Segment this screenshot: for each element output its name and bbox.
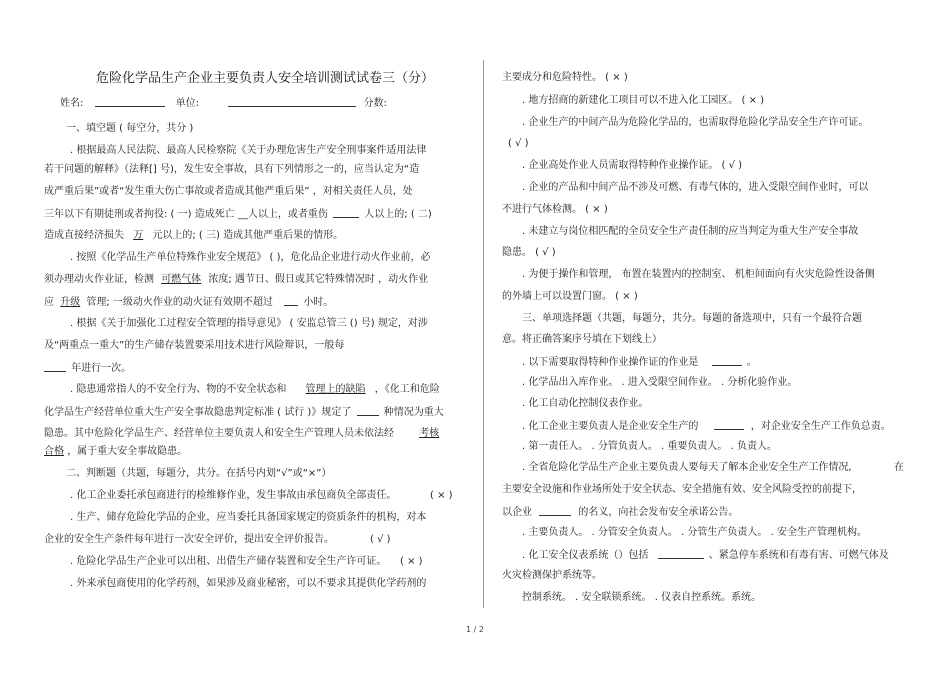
text-part: 隐患。其中危险化学品生产、经营单位主要负责人和安全生产管理人员未依法经 bbox=[44, 428, 394, 439]
question-text bbox=[70, 384, 440, 396]
question-options: . 主要负责人。 . 分管安全负责人。 . 分管生产负责人。 . 安全生产管理机构。 bbox=[522, 527, 867, 538]
answer-blank[interactable] bbox=[333, 208, 359, 218]
question-text: 主要成分和危险特性。 ( × ) bbox=[502, 72, 628, 83]
header-fields bbox=[60, 97, 387, 110]
question-text: . 生产、储存危险化学品的企业，应当委托具备国家规定的资质条件的机构，对本 bbox=[70, 512, 427, 523]
text-part: 三年以下有期徒刑或者拘役: ( 一) 造成死亡 __人以上，或者重伤 bbox=[44, 209, 328, 220]
question-text: 在 bbox=[894, 462, 904, 473]
question-options: . 化工自动化控制仪表作业。 bbox=[522, 398, 649, 409]
question-text: 成严重后果”或者“发生重大伤亡事故或者造成其他严重后果” ，对相关责任人员，处 bbox=[44, 186, 413, 197]
question-text: 主要安全设施和作业场所处于安全状态、安全措施有效、安全风险受控的前提下， bbox=[502, 484, 862, 495]
question-text: . 为便于操作和管理， 布置在装置内的控制室、 机柜间面向有火灾危险性设备侧 bbox=[522, 269, 875, 280]
question-text: . 企业生产的中间产品为危险化学品的，也需取得危险化学品安全生产许可证。 bbox=[522, 117, 869, 128]
question-text: . 外来承包商使用的化学药剂，如果涉及商业秘密，可以不要求其提供化学药剂的 bbox=[70, 578, 427, 589]
question-text bbox=[44, 230, 343, 242]
filled-answer: 升级 bbox=[60, 297, 81, 308]
answer-blank[interactable] bbox=[284, 296, 298, 306]
text-part: 须办理动火作业证，检测 bbox=[44, 274, 154, 285]
question-text: . 化工企业委托承包商进行的检维修作业，发生事故由承包商负全部责任。 bbox=[70, 490, 397, 501]
question-text: 隐患。 ( √ ) bbox=[502, 247, 556, 258]
question-text: 企业的安全生产条件每年进行一次安全评价，提出安全评价报告。 bbox=[44, 534, 334, 545]
filled-answer: 万 bbox=[133, 230, 144, 241]
text-part: . 隐患通常指人的不安全行为、物的不安全状态和 bbox=[70, 384, 287, 395]
answer-blank[interactable] bbox=[357, 406, 379, 416]
page-number: 1 / 2 bbox=[466, 625, 484, 634]
text-part: 。 bbox=[746, 357, 757, 368]
question-options: . 化学品出入库作业。 . 进入受限空间作业。 . 分析化验作业。 bbox=[522, 377, 798, 388]
filled-answer: 合格 bbox=[44, 446, 64, 457]
question-text: 的外墙上可以设置门窗。 ( × ) bbox=[502, 291, 638, 302]
text-part: 元以上的; ( 三) 造成其他严重后果的情形。 bbox=[152, 230, 344, 241]
question-text: 火灾检测保护系统等。 bbox=[502, 570, 602, 581]
question-text bbox=[44, 274, 428, 286]
question-options: 控制系统。 . 安全联锁系统。 . 仪表自控系统。系统。 bbox=[522, 592, 762, 603]
question-text bbox=[44, 208, 432, 221]
text-part: 化学品生产经营单位重大生产安全事故隐患判定标准 ( 试行 )》规定了 bbox=[44, 407, 352, 418]
section-choice-heading: 意。将正确答案序号填在下划线上） bbox=[502, 334, 662, 345]
name-field[interactable] bbox=[95, 97, 165, 107]
filled-answer: 可燃气体 bbox=[161, 274, 202, 285]
text-part: 人以上的; ( 二) bbox=[364, 209, 432, 220]
filled-answer: 管理上的缺陷 bbox=[305, 384, 366, 395]
section-true-false-heading: 二、判断题（共题，每题分，共分。在括号内划“√”或“×”） bbox=[66, 468, 332, 479]
answer-mark: ( √ ) bbox=[370, 534, 391, 545]
question-text bbox=[522, 356, 757, 369]
text-part: ，对企业安全生产工作负总责。 bbox=[750, 421, 891, 432]
answer-blank[interactable] bbox=[44, 362, 66, 372]
question-text bbox=[522, 420, 891, 433]
question-text: 及“两重点一重大”的生产储存装置要采用技术进行风险辩识，一般每 bbox=[44, 340, 345, 351]
filled-answer: 考核 bbox=[419, 428, 440, 439]
text-part: 小时。 bbox=[303, 297, 334, 308]
text-part: 、紧急停车系统和有毒有害、可燃气体及 bbox=[708, 550, 889, 561]
text-part: . 以下需要取得特种作业操作证的作业是 bbox=[522, 357, 699, 368]
question-text bbox=[44, 296, 333, 309]
question-text bbox=[44, 406, 444, 419]
answer-blank[interactable] bbox=[712, 356, 742, 366]
question-text: . 根据《关于加强化工过程安全管理的指导意见》 ( 安监总管三 () 号) 规定，对涉 bbox=[70, 318, 428, 329]
question-options: . 第一责任人。 . 分管负责人。 . 重要负责人。 . 负责人。 bbox=[522, 441, 777, 452]
question-text bbox=[522, 549, 889, 562]
text-part: 应 bbox=[44, 297, 54, 308]
question-text bbox=[44, 446, 187, 458]
section-fill-in-heading: 一、填空题 ( 每空分，共分 ) bbox=[66, 123, 194, 134]
unit-field[interactable] bbox=[228, 97, 356, 107]
text-part: 年进行一次。 bbox=[71, 363, 132, 374]
question-text bbox=[44, 428, 439, 440]
column-divider bbox=[483, 60, 484, 608]
answer-blank[interactable] bbox=[539, 506, 571, 516]
question-text: . 企业的产品和中间产品不涉及可燃、有毒气体的，进入受限空间作业时，可以 bbox=[522, 182, 869, 193]
text-part: . 化工企业主要负责人是企业安全生产的 bbox=[522, 421, 699, 432]
unit-label: 单位: bbox=[175, 98, 200, 109]
question-text: 若干问题的解释》（法释[] 号)，发生安全事故，具有下列情形之一的，应当认定为“造 bbox=[44, 164, 420, 175]
answer-blank[interactable] bbox=[714, 420, 744, 430]
question-text bbox=[502, 506, 738, 519]
question-text: . 地方招商的新建化工项目可以不进入化工园区。 ( × ) bbox=[522, 95, 765, 106]
question-text: . 企业高处作业人员需取得特种作业操作证。 ( √ ) bbox=[522, 160, 743, 171]
text-part: 的名义，向社会发布安全承诺公告。 bbox=[578, 507, 739, 518]
question-text: . 根据最高人民法院、最高人民检察院《关于办理危害生产安全刑事案件适用法律 bbox=[70, 145, 427, 156]
name-label: 姓名: bbox=[60, 98, 84, 109]
text-part: 以企业 bbox=[502, 507, 532, 518]
answer-blank[interactable] bbox=[658, 549, 704, 559]
answer-mark: ( √ ) bbox=[508, 138, 529, 149]
question-text: . 按照《化学品生产单位特殊作业安全规范》 ( )，危化品企业进行动火作业前，必 bbox=[70, 252, 431, 263]
text-part: 造成直接经济损失 bbox=[44, 230, 124, 241]
question-text: . 危险化学品生产企业可以出租、出借生产储存装置和安全生产许可证。 bbox=[70, 556, 387, 567]
text-part: ，属于重大安全事故隐患。 bbox=[67, 446, 188, 457]
question-text bbox=[44, 362, 131, 375]
section-choice-heading: 三、单项选择题（共题，每题分，共分。每题的备选项中，只有一个最符合题 bbox=[522, 313, 862, 324]
page-title: 危险化学品生产企业主要负责人安全培训测试试卷三（分） bbox=[96, 71, 435, 86]
question-text: . 未建立与岗位相匹配的全员安全生产责任制的应当判定为重大生产安全事故 bbox=[522, 226, 859, 237]
question-text: . 全省危险化学品生产企业主要负责人要每天了解本企业安全生产工作情况, bbox=[522, 462, 852, 473]
answer-mark: ( × ) bbox=[400, 556, 423, 567]
answer-mark: ( × ) bbox=[430, 490, 453, 501]
question-text: 不进行气体检测。 ( × ) bbox=[502, 204, 608, 215]
score-label: 分数: bbox=[363, 98, 387, 109]
text-part: ，《化工和危险 bbox=[374, 384, 440, 395]
text-part: 管理; 一级动火作业的动火证有效期不超过 bbox=[86, 297, 273, 308]
text-part: 种情况为重大 bbox=[383, 407, 444, 418]
text-part: . 化工安全仪表系统（）包括 bbox=[522, 550, 649, 561]
text-part: 浓度; 遇节日、假日或其它特殊情况时 ，动火作业 bbox=[208, 274, 429, 285]
